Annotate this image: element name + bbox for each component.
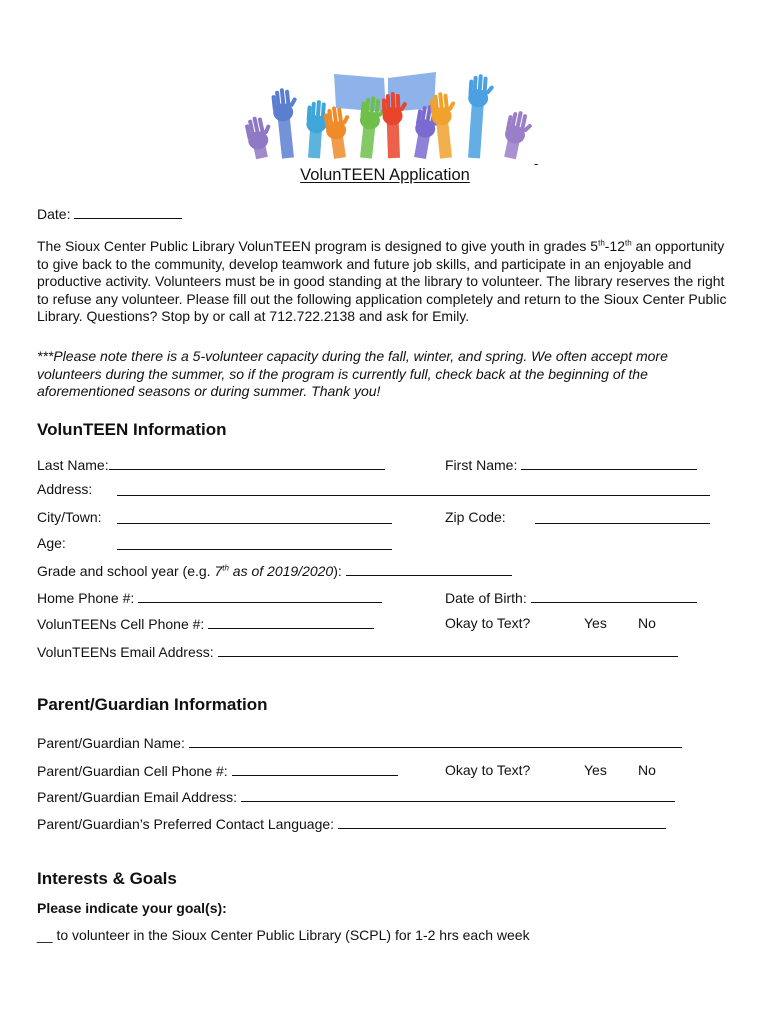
email-row: VolunTEENs Email Address: <box>37 643 678 660</box>
last-name-row: Last Name: <box>37 456 385 473</box>
date-field[interactable] <box>74 205 182 219</box>
parent-email-row: Parent/Guardian Email Address: <box>37 788 675 805</box>
date-label: Date: <box>37 206 71 222</box>
parent-language-row: Parent/Guardian’s Preferred Contact Language: <box>37 815 666 832</box>
page-title: VolunTEEN Application <box>300 166 470 184</box>
okay-to-text-no[interactable]: No <box>638 615 656 631</box>
address-label: Address: <box>37 481 93 497</box>
parent-okay-to-text-label: Okay to Text? <box>445 762 531 778</box>
okay-to-text-label: Okay to Text? <box>445 615 531 631</box>
grade-row: Grade and school year (e.g. 7th as of 2019/2020): <box>37 562 512 579</box>
hand-icon <box>323 104 355 159</box>
goal-item[interactable]: __ to volunteer in the Sioux Center Public Library (SCPL) for 1-2 hrs each week <box>37 927 530 943</box>
parent-cell-row: Parent/Guardian Cell Phone #: <box>37 762 398 779</box>
hand-icon <box>243 114 277 160</box>
dob-row: Date of Birth: <box>445 589 697 606</box>
parent-cell-field[interactable] <box>232 762 398 776</box>
age-field[interactable] <box>117 536 392 550</box>
cell-phone-row: VolunTEENs Cell Phone #: <box>37 615 374 632</box>
capacity-note: ***Please note there is a 5-volunteer capacity during the fall, winter, and spring. We often accept more volunteers during the summer, so if the program is currently full, check back at the beginning of the aforementioned seasons or during summer. Thank you! <box>37 348 668 399</box>
parent-okay-to-text-yes[interactable]: Yes <box>584 762 607 778</box>
email-field[interactable] <box>218 643 678 657</box>
intro-paragraph: The Sioux Center Public Library VolunTEEN program is designed to give youth in grades 5th-12th an opportunity to give back to the community, develop teamwork and future job skills, and participate in an enjoyable and productive activity. Volunteers must be in good standing at the library to volunteer. The library reserves the right to refuse any volunteer. Please fill out the following application completely and return to the Sioux Center Public Library. Questions? Stop by or call at 712.722.2138 and ask for Emily. <box>37 238 727 324</box>
cell-phone-field[interactable] <box>208 615 374 629</box>
city-label: City/Town: <box>37 509 102 525</box>
home-phone-field[interactable] <box>138 589 382 603</box>
parent-name-field[interactable] <box>189 734 682 748</box>
parent-okay-to-text-no[interactable]: No <box>638 762 656 778</box>
last-name-field[interactable] <box>109 456 385 470</box>
first-name-field[interactable] <box>521 456 697 470</box>
parent-language-field[interactable] <box>338 815 666 829</box>
zip-label: Zip Code: <box>445 509 506 525</box>
volunteen-info-heading: VolunTEEN Information <box>37 420 227 439</box>
title-dash: - <box>534 156 539 171</box>
parent-info-heading: Parent/Guardian Information <box>37 695 268 714</box>
home-phone-row: Home Phone #: <box>37 589 382 606</box>
okay-to-text-yes[interactable]: Yes <box>584 615 607 631</box>
age-label: Age: <box>37 535 66 551</box>
parent-name-row: Parent/Guardian Name: <box>37 734 682 751</box>
date-row <box>37 205 729 224</box>
hand-icon <box>464 74 495 160</box>
zip-field[interactable] <box>535 510 710 524</box>
interests-heading: Interests & Goals <box>37 869 177 888</box>
dob-field[interactable] <box>531 589 697 603</box>
grade-field[interactable] <box>346 562 512 576</box>
hand-icon <box>271 87 304 159</box>
goals-subheading: Please indicate your goal(s): <box>37 900 227 916</box>
city-field[interactable] <box>117 510 392 524</box>
hand-icon <box>500 109 535 161</box>
hands-logo <box>236 70 536 162</box>
parent-email-field[interactable] <box>241 788 675 802</box>
address-field[interactable] <box>117 482 710 496</box>
first-name-row: First Name: <box>445 456 697 473</box>
